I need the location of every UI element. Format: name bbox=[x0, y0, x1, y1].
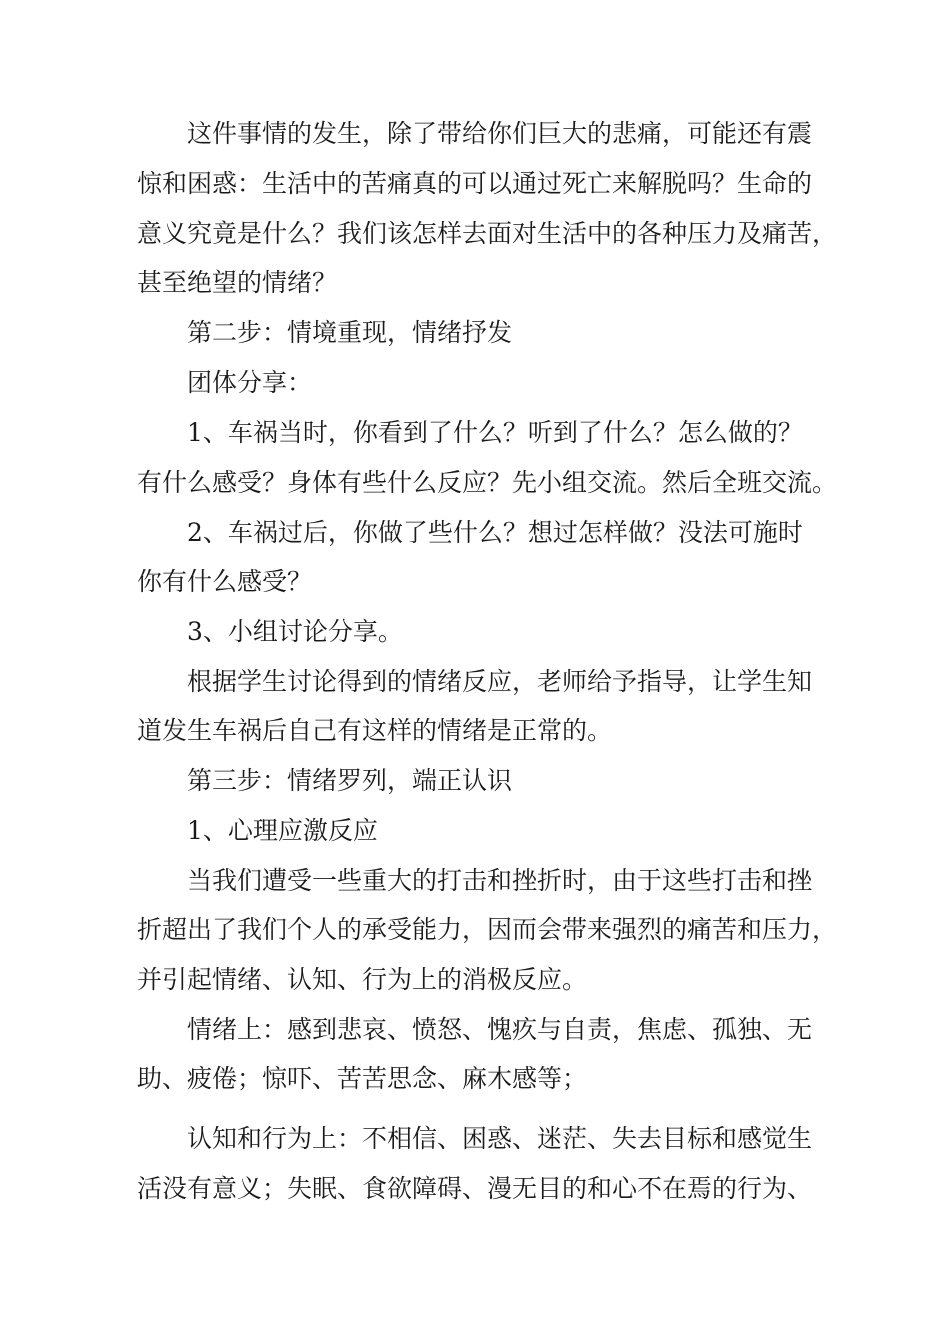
paragraph-line: 道发生车祸后自己有这样的情绪是正常的。 bbox=[137, 716, 613, 745]
paragraph-line: 你有什么感受？ bbox=[137, 567, 313, 596]
paragraph-line: 当我们遭受一些重大的打击和挫折时，由于这些打击和挫 bbox=[187, 866, 813, 895]
paragraph-line: 根据学生讨论得到的情绪反应，老师给予指导，让学生知 bbox=[187, 667, 813, 696]
paragraph-line: 情绪上：感到悲哀、愤怒、愧疚与自责，焦虑、孤独、无 bbox=[187, 1015, 813, 1044]
list-item: 1、心理应激反应 bbox=[187, 816, 378, 845]
section-heading: 第二步：情境重现，情绪抒发 bbox=[187, 318, 513, 347]
section-heading: 第三步：情绪罗列，端正认识 bbox=[187, 766, 513, 795]
list-item: 1、车祸当时，你看到了什么？听到了什么？怎么做的？ bbox=[187, 418, 803, 447]
paragraph-line: 折超出了我们个人的承受能力，因而会带来强烈的痛苦和压力， bbox=[137, 915, 838, 944]
paragraph-line: 有什么感受？身体有些什么反应？先小组交流。然后全班交流。 bbox=[137, 468, 838, 497]
paragraph-line: 团体分享： bbox=[187, 368, 313, 397]
paragraph-line: 惊和困惑：生活中的苦痛真的可以通过死亡来解脱吗？生命的 bbox=[137, 169, 813, 198]
paragraph-line: 助、疲倦；惊吓、苦苦思念、麻木感等； bbox=[137, 1064, 588, 1093]
paragraph-line: 这件事情的发生，除了带给你们巨大的悲痛，可能还有震 bbox=[187, 119, 813, 148]
paragraph-line: 并引起情绪、认知、行为上的消极反应。 bbox=[137, 965, 588, 994]
list-item: 3、小组讨论分享。 bbox=[187, 617, 403, 646]
list-item: 2、车祸过后，你做了些什么？想过怎样做？没法可施时 bbox=[187, 518, 803, 547]
paragraph-line: 活没有意义；失眠、食欲障碍、漫无目的和心不在焉的行为、 bbox=[137, 1174, 813, 1203]
paragraph-line: 意义究竟是什么？我们该怎样去面对生活中的各种压力及痛苦， bbox=[137, 219, 838, 248]
paragraph-line: 认知和行为上：不相信、困惑、迷茫、失去目标和感觉生 bbox=[187, 1124, 813, 1153]
paragraph-line: 甚至绝望的情绪？ bbox=[137, 268, 338, 297]
